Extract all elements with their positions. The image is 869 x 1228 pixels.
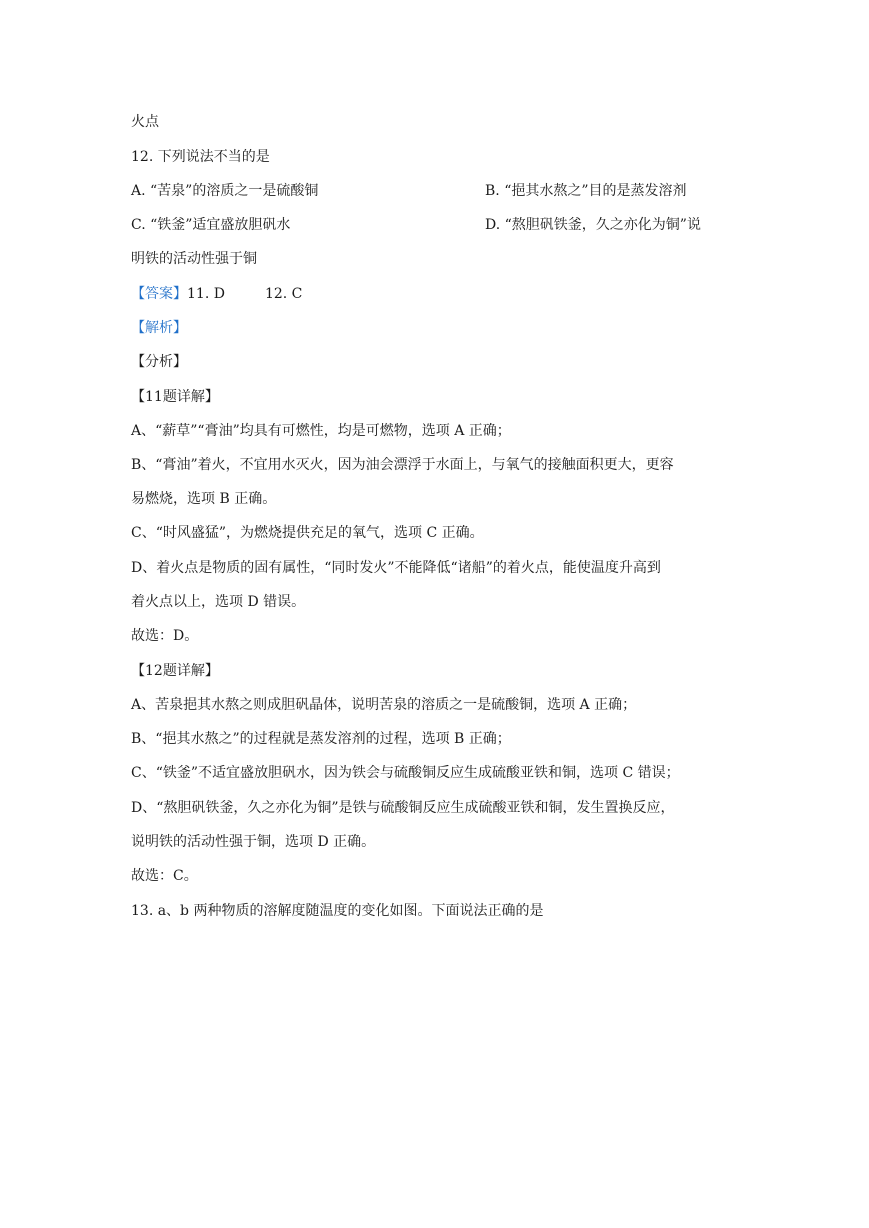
question-12-option-c: C. “铁釜”适宜盛放胆矾水	[131, 217, 291, 233]
detail-11-heading: 【11题详解】	[131, 389, 219, 405]
detail-12-b: B、“挹其水熬之”的过程就是蒸发溶剂的过程，选项 B 正确；	[131, 731, 511, 747]
analysis-tag: 【解析】	[131, 320, 187, 336]
answer-line	[131, 284, 302, 304]
answer-tag: 【答案】	[131, 286, 187, 302]
question-12-option-d-continued: 明铁的活动性强于铜	[131, 251, 257, 267]
detail-11-c: C、“时风盛猛”，为燃烧提供充足的氧气，选项 C 正确。	[131, 525, 484, 541]
detail-11-b-line1: B、“膏油”着火，不宜用水灭火，因为油会漂浮于水面上，与氧气的接触面积更大，更容	[131, 457, 674, 473]
text-line: 火点	[131, 114, 159, 130]
question-12-option-b: B. “挹其水熬之”目的是蒸发溶剂	[485, 183, 687, 199]
question-12-option-d: D. “熬胆矾铁釜，久之亦化为铜”说	[485, 217, 701, 233]
detail-12-heading: 【12题详解】	[131, 663, 219, 679]
detail-11-d-line1: D、着火点是物质的固有属性，“同时发火”不能降低“诸船”的着火点，能使温度升高到	[131, 560, 661, 576]
detail-12-d-line2: 说明铁的活动性强于铜，选项 D 正确。	[131, 834, 376, 850]
detail-12-selection: 故选：C。	[131, 868, 198, 884]
detail-11-b-line2: 易燃烧，选项 B 正确。	[131, 491, 277, 507]
fenxi-tag: 【分析】	[131, 354, 187, 370]
question-12-option-a: A. “苦泉”的溶质之一是硫酸铜	[131, 183, 319, 199]
question-12-stem: 12. 下列说法不当的是	[131, 149, 270, 165]
detail-12-a: A、苦泉挹其水熬之则成胆矾晶体，说明苦泉的溶质之一是硫酸铜，选项 A 正确；	[131, 697, 637, 713]
detail-12-c: C、“铁釜”不适宜盛放胆矾水，因为铁会与硫酸铜反应生成硫酸亚铁和铜，选项 C 错误；	[131, 765, 680, 781]
answer-11: 11. D	[187, 286, 225, 302]
question-13-stem: 13. a、b 两种物质的溶解度随温度的变化如图。下面说法正确的是	[131, 903, 544, 919]
answer-12: 12. C	[264, 286, 303, 302]
detail-11-a: A、“薪草”“膏油”均具有可燃性，均是可燃物，选项 A 正确；	[131, 423, 511, 439]
detail-11-selection: 故选：D。	[131, 628, 199, 644]
detail-11-d-line2: 着火点以上，选项 D 错误。	[131, 594, 306, 610]
detail-12-d-line1: D、“熬胆矾铁釜，久之亦化为铜”是铁与硫酸铜反应生成硫酸亚铁和铜，发生置换反应，	[131, 800, 675, 816]
